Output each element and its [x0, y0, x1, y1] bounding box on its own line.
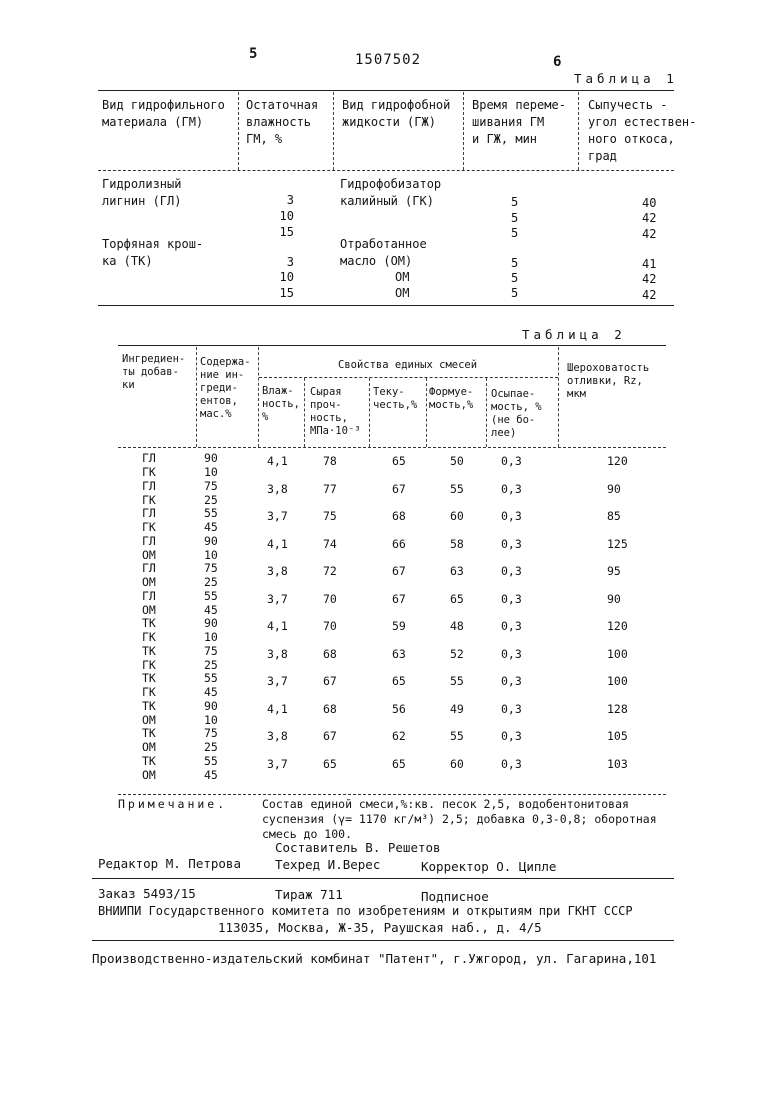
- table2-header-strength: Сырая проч- ность, МПа·10⁻³: [310, 386, 361, 437]
- table2-crumbling: 0,3: [501, 509, 522, 523]
- table2-crumbling: 0,3: [501, 701, 522, 716]
- table2-fluidity: 65: [392, 756, 406, 771]
- table2-ingredient-b: ОМ: [142, 575, 156, 589]
- table1-header-moisture: Остаточная влажность ГМ, %: [246, 98, 319, 146]
- table1-angle-6: 42: [642, 288, 657, 302]
- table1-bottom-rule: [98, 305, 674, 306]
- table2-content-b: 10: [204, 630, 218, 644]
- table2-ingredient-b: ОМ: [142, 602, 156, 617]
- table2-strength: 67: [323, 729, 337, 743]
- table2-roughness: 103: [607, 756, 628, 771]
- table2-roughness: 90: [607, 591, 621, 606]
- document-number: 1507502: [355, 52, 422, 68]
- table2-content-b: 25: [204, 657, 218, 672]
- table2-bottom-rule: [118, 794, 666, 795]
- table2-header-content: Содержа- ние ин- греди- ентов, мас.%: [200, 356, 251, 420]
- table2-ingredient-b: ГК: [142, 657, 156, 672]
- table2-moisture: 4,1: [267, 454, 288, 468]
- table2-crumbling: 0,3: [501, 564, 522, 578]
- table2-header-roughness: Шероховатость отливки, Rz, мкм: [567, 362, 650, 400]
- page-number-right: 6: [553, 54, 562, 70]
- order-rule: [92, 940, 674, 941]
- table2-content-a: 90: [204, 533, 218, 548]
- table2-content-b: 10: [204, 547, 218, 562]
- table2-content-a: 75: [204, 478, 218, 493]
- note-line-3: смесь до 100.: [262, 827, 353, 841]
- table2-formability: 60: [450, 756, 464, 771]
- table2-ingredient-b: ГК: [142, 630, 156, 644]
- table1-liquid-waste-oil: Отработанное масло (ОМ): [340, 237, 427, 268]
- table2-fluidity: 68: [392, 509, 406, 523]
- table2-formability: 52: [450, 646, 464, 661]
- order-vniipi: ВНИИПИ Государственного комитета по изобретениям и открытиям при ГКНТ СССР: [98, 904, 633, 918]
- table2-fluidity: 62: [392, 729, 406, 743]
- table2-header-moisture: Влаж- ность, %: [262, 385, 300, 423]
- table2-ingredient-a: ТК: [142, 671, 156, 685]
- table2-content-a: 55: [204, 753, 218, 768]
- table2-moisture: 4,1: [267, 536, 288, 551]
- table2-content-b: 45: [204, 602, 218, 617]
- table1-top-rule: [98, 90, 674, 91]
- table2-formability: 60: [450, 509, 464, 523]
- table1-angle-3: 42: [642, 227, 657, 241]
- note-line-1: Состав единой смеси,%:кв. песок 2,5, водобентонитовая: [262, 797, 629, 811]
- table2-content-a: 90: [204, 698, 218, 713]
- table2-fluidity: 59: [392, 619, 406, 633]
- table1-material-peat: Торфяная крош- ка (ТК): [102, 237, 204, 268]
- table1-header-time: Время переме- шивания ГМ и ГЖ, мин: [472, 98, 566, 146]
- table1-time-2: 5: [511, 211, 519, 225]
- table2-moisture: 3,8: [267, 481, 288, 496]
- table1-material-hydrolysis-lignin: Гидролизный лигнин (ГЛ): [102, 177, 182, 208]
- table2-roughness: 125: [607, 536, 628, 551]
- table2-roughness: 95: [607, 564, 621, 578]
- table2-formability: 49: [450, 701, 464, 716]
- table2-ingredient-a: ТК: [142, 753, 156, 768]
- table2-ingredient-a: ТК: [142, 643, 156, 658]
- table2-moisture: 4,1: [267, 701, 288, 716]
- table2-moisture: 3,7: [267, 509, 288, 523]
- credits-compiler: Составитель В. Решетов: [275, 840, 441, 855]
- table2-ingredient-a: ТК: [142, 698, 156, 713]
- order-tirage: Тираж 711: [275, 887, 343, 902]
- table2-roughness: 105: [607, 729, 628, 743]
- table2-crumbling: 0,3: [501, 729, 522, 743]
- table2-header-crumbling: Осыпае- мость, % (не бо- лее): [491, 388, 542, 439]
- table1-moisture-3: 15: [279, 225, 294, 239]
- table2-header-rule: [118, 447, 666, 448]
- table2-moisture: 3,8: [267, 646, 288, 661]
- table2-fluidity: 67: [392, 481, 406, 496]
- table2-strength: 72: [323, 564, 337, 578]
- page-number-left: 5: [249, 46, 258, 62]
- table2-ingredient-b: ГК: [142, 520, 156, 534]
- table2-header-group: Свойства единых смесей: [338, 359, 478, 371]
- credits-editor: Редактор М. Петрова: [98, 856, 241, 871]
- table2-formability: 65: [450, 591, 464, 606]
- table1-header-material: Вид гидрофильного материала (ГМ): [102, 98, 225, 129]
- table2-content-b: 45: [204, 685, 218, 699]
- table2-moisture: 3,8: [267, 729, 288, 743]
- table2-ingredient-a: ТК: [142, 726, 156, 740]
- note-line-2: суспензия (γ= 1170 кг/м³) 2,5; добавка 0,3-0,8; оборотная: [262, 812, 657, 826]
- table2-formability: 55: [450, 481, 464, 496]
- table2-strength: 68: [323, 646, 337, 661]
- table2-content-b: 10: [204, 712, 218, 727]
- table2-crumbling: 0,3: [501, 481, 522, 496]
- table2-crumbling: 0,3: [501, 646, 522, 661]
- table2-content-a: 55: [204, 588, 218, 603]
- table2-fluidity: 67: [392, 564, 406, 578]
- table1-liquid-6: ОМ: [395, 286, 410, 300]
- table2-fluidity: 63: [392, 646, 406, 661]
- table2-strength: 77: [323, 481, 337, 496]
- table1-time-6: 5: [511, 286, 519, 300]
- table1-angle-5: 42: [642, 272, 657, 286]
- credits-corrector: Корректор О. Ципле: [421, 859, 557, 874]
- order-number: Заказ 5493/15: [98, 886, 196, 901]
- table2-roughness: 120: [607, 454, 628, 468]
- order-subscription: Подписное: [421, 889, 489, 904]
- table1-header-flowability: Сыпучесть - угол естествен- ного откоса, град: [588, 98, 697, 163]
- table2-content-b: 25: [204, 575, 218, 589]
- credits-techred: Техред И.Верес: [275, 857, 381, 872]
- table2-ingredient-a: ГЛ: [142, 451, 156, 465]
- table1-moisture-6: 15: [279, 286, 294, 300]
- table2-formability: 48: [450, 619, 464, 633]
- table2-crumbling: 0,3: [501, 619, 522, 633]
- table2-formability: 55: [450, 729, 464, 743]
- table2-ingredient-a: ГЛ: [142, 506, 156, 520]
- table1-liquid-5: ОМ: [395, 270, 410, 284]
- table2-ingredient-a: ГЛ: [142, 588, 156, 603]
- table2-caption: Таблица 2: [522, 327, 626, 342]
- table2-formability: 55: [450, 674, 464, 688]
- table1-time-5: 5: [511, 271, 519, 285]
- table2-fluidity: 65: [392, 674, 406, 688]
- table2-content-a: 90: [204, 451, 218, 465]
- table2-content-a: 75: [204, 726, 218, 740]
- table2-moisture: 3,7: [267, 756, 288, 771]
- table2-strength: 74: [323, 536, 337, 551]
- table2-ingredient-a: ГЛ: [142, 533, 156, 548]
- table2-roughness: 90: [607, 481, 621, 496]
- table2-ingredient-a: ТК: [142, 616, 156, 630]
- table2-content-a: 75: [204, 561, 218, 575]
- table2-strength: 67: [323, 674, 337, 688]
- table2-content-a: 75: [204, 643, 218, 658]
- table2-content-b: 25: [204, 740, 218, 754]
- table2-crumbling: 0,3: [501, 536, 522, 551]
- table1-moisture-4: 3: [286, 255, 294, 269]
- table2-moisture: 4,1: [267, 619, 288, 633]
- table2-moisture: 3,7: [267, 674, 288, 688]
- table2-roughness: 100: [607, 646, 628, 661]
- table2-crumbling: 0,3: [501, 454, 522, 468]
- table2-ingredient-b: ОМ: [142, 547, 156, 562]
- table2-ingredient-a: ГЛ: [142, 561, 156, 575]
- table2-content-a: 90: [204, 616, 218, 630]
- table2-fluidity: 56: [392, 701, 406, 716]
- table2-strength: 65: [323, 756, 337, 771]
- note-label: Примечание.: [118, 797, 228, 811]
- table2-content-a: 55: [204, 671, 218, 685]
- credits-rule: [92, 878, 674, 879]
- table2-fluidity: 66: [392, 536, 406, 551]
- table2-content-b: 45: [204, 767, 218, 782]
- table1-header-rule: [98, 170, 674, 171]
- table2-content-b: 45: [204, 520, 218, 534]
- table2-fluidity: 65: [392, 454, 406, 468]
- table2-crumbling: 0,3: [501, 756, 522, 771]
- table1-moisture-2: 10: [279, 209, 294, 223]
- table2-strength: 75: [323, 509, 337, 523]
- table1-angle-4: 41: [642, 257, 657, 271]
- table2-formability: 50: [450, 454, 464, 468]
- table1-moisture-5: 10: [279, 270, 294, 284]
- table2-crumbling: 0,3: [501, 591, 522, 606]
- table2-roughness: 120: [607, 619, 628, 633]
- table2-header-formability: Формуе- мость,%: [429, 386, 474, 411]
- table1-angle-1: 40: [642, 196, 657, 210]
- table2-header-fluidity: Теку- честь,%: [373, 386, 418, 411]
- table1-caption: Таблица 1: [574, 71, 678, 86]
- table1-time-1: 5: [511, 195, 519, 209]
- table2-ingredient-b: ГК: [142, 685, 156, 699]
- table2-content-b: 25: [204, 492, 218, 507]
- publisher-plant: Производственно-издательский комбинат "Патент", г.Ужгород, ул. Гагарина,101: [92, 951, 657, 966]
- table1-header-liquid: Вид гидрофобной жидкости (ГЖ): [342, 98, 451, 129]
- table2-roughness: 128: [607, 701, 628, 716]
- table2-header-ingredients: Ингредиен- ты добав- ки: [122, 353, 186, 391]
- order-address: 113035, Москва, Ж-35, Раушская наб., д. 4/5: [218, 920, 542, 935]
- table1-time-4: 5: [511, 256, 519, 270]
- table2-fluidity: 67: [392, 591, 406, 606]
- table2-strength: 68: [323, 701, 337, 716]
- table1-angle-2: 42: [642, 211, 657, 225]
- table2-ingredient-b: ОМ: [142, 712, 156, 727]
- table2-content-a: 55: [204, 506, 218, 520]
- table2-strength: 70: [323, 591, 337, 606]
- table2-formability: 58: [450, 536, 464, 551]
- table1-time-3: 5: [511, 226, 519, 240]
- table2-moisture: 3,8: [267, 564, 288, 578]
- table2-roughness: 100: [607, 674, 628, 688]
- table2-top-rule: [118, 345, 666, 346]
- table2-roughness: 85: [607, 509, 621, 523]
- table2-formability: 63: [450, 564, 464, 578]
- table1-moisture-1: 3: [286, 193, 294, 207]
- table2-ingredient-b: ГК: [142, 465, 156, 479]
- table2-ingredient-b: ОМ: [142, 740, 156, 754]
- table2-moisture: 3,7: [267, 591, 288, 606]
- table2-strength: 78: [323, 454, 337, 468]
- table2-strength: 70: [323, 619, 337, 633]
- table2-ingredient-b: ОМ: [142, 767, 156, 782]
- table2-content-b: 10: [204, 465, 218, 479]
- table2-ingredient-b: ГК: [142, 492, 156, 507]
- table2-ingredient-a: ГЛ: [142, 478, 156, 493]
- table2-crumbling: 0,3: [501, 674, 522, 688]
- table1-liquid-hydrophobizer: Гидрофобизатор калийный (ГК): [340, 177, 442, 208]
